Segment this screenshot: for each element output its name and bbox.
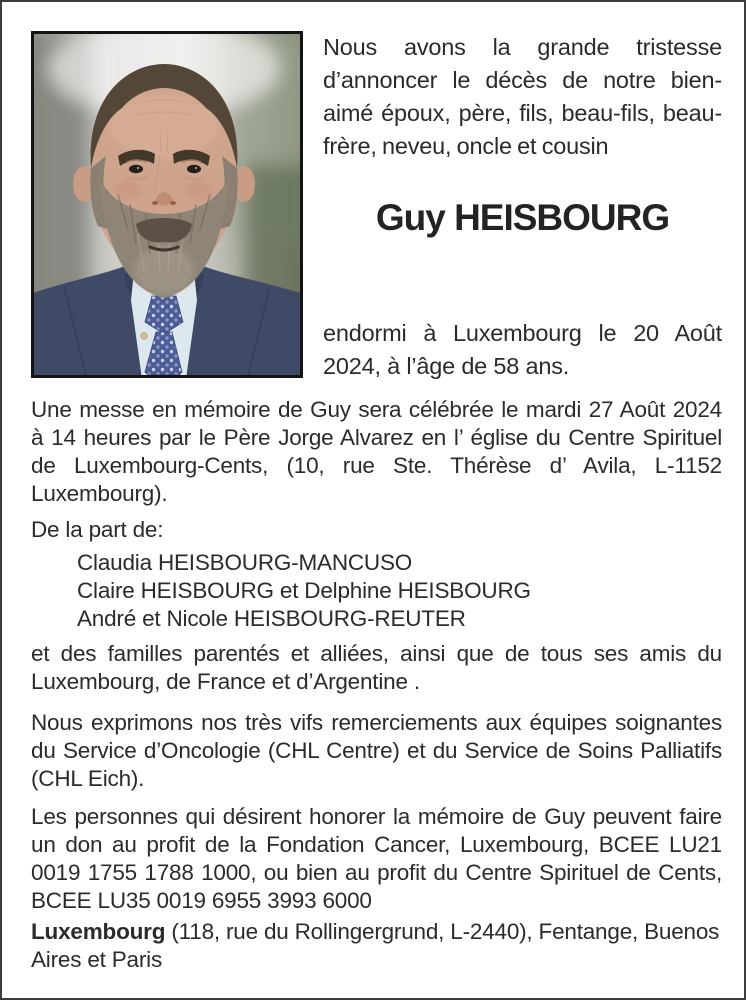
- intro-text: Nous avons la grande tristesse d’annoncer le décès de notre bien-aimé époux, père, fils, beau-fils, beau-frère, neveu, oncle et cousin: [323, 34, 722, 159]
- cities-rest: (118, rue du Rollingergrund, L-2440), Fentange, Buenos Aires et Paris: [31, 919, 720, 972]
- on-behalf-label: De la part de:: [31, 517, 164, 542]
- cities-line: [31, 918, 722, 974]
- donation-text: Les personnes qui désirent honorer la mémoire de Guy peuvent faire un don au profit de la Fondation Cancer, Luxembourg, BCEE LU21 0019 1755 1788 1000, ou bien au profit du Centre Spirituel de Cents, BCEE LU35 0019 6955 3993 6000: [31, 804, 722, 913]
- family-member: Claire HEISBOURG et Delphine HEISBOURG: [77, 578, 531, 603]
- family-member: Claudia HEISBOURG-MANCUSO: [77, 550, 413, 575]
- portrait-illustration: [34, 34, 300, 375]
- family-member: André et Nicole HEISBOURG-REUTER: [77, 606, 466, 631]
- header-text-column: [323, 31, 722, 383]
- header-row: [31, 31, 722, 383]
- portrait-photo: [31, 31, 303, 378]
- thanks-text: Nous exprimons nos très vifs remerciements aux équipes soignantes du Service d’Oncologie (CHL Centre) et du Service de Soins Palliatifs (CHL Eich).: [31, 710, 722, 791]
- family-list: [31, 549, 722, 633]
- city-bold: Luxembourg: [31, 919, 166, 944]
- death-statement: endormi à Luxembourg le 20 Août 2024, à l’âge de 58 ans.: [323, 320, 722, 379]
- families-friends-text: et des familles parentés et alliées, ainsi que de tous ses amis du Luxembourg, de France et d’Argentine .: [31, 641, 722, 694]
- mass-announcement: Une messe en mémoire de Guy sera célébrée le mardi 27 Août 2024 à 14 heures par le Père Jorge Alvarez en l’ église du Centre Spirituel de Luxembourg-Cents, (10, rue Ste. Thérèse d’ Avila, L-1152 Luxembourg).: [31, 397, 722, 506]
- deceased-name: Guy HEISBOURG: [375, 197, 670, 238]
